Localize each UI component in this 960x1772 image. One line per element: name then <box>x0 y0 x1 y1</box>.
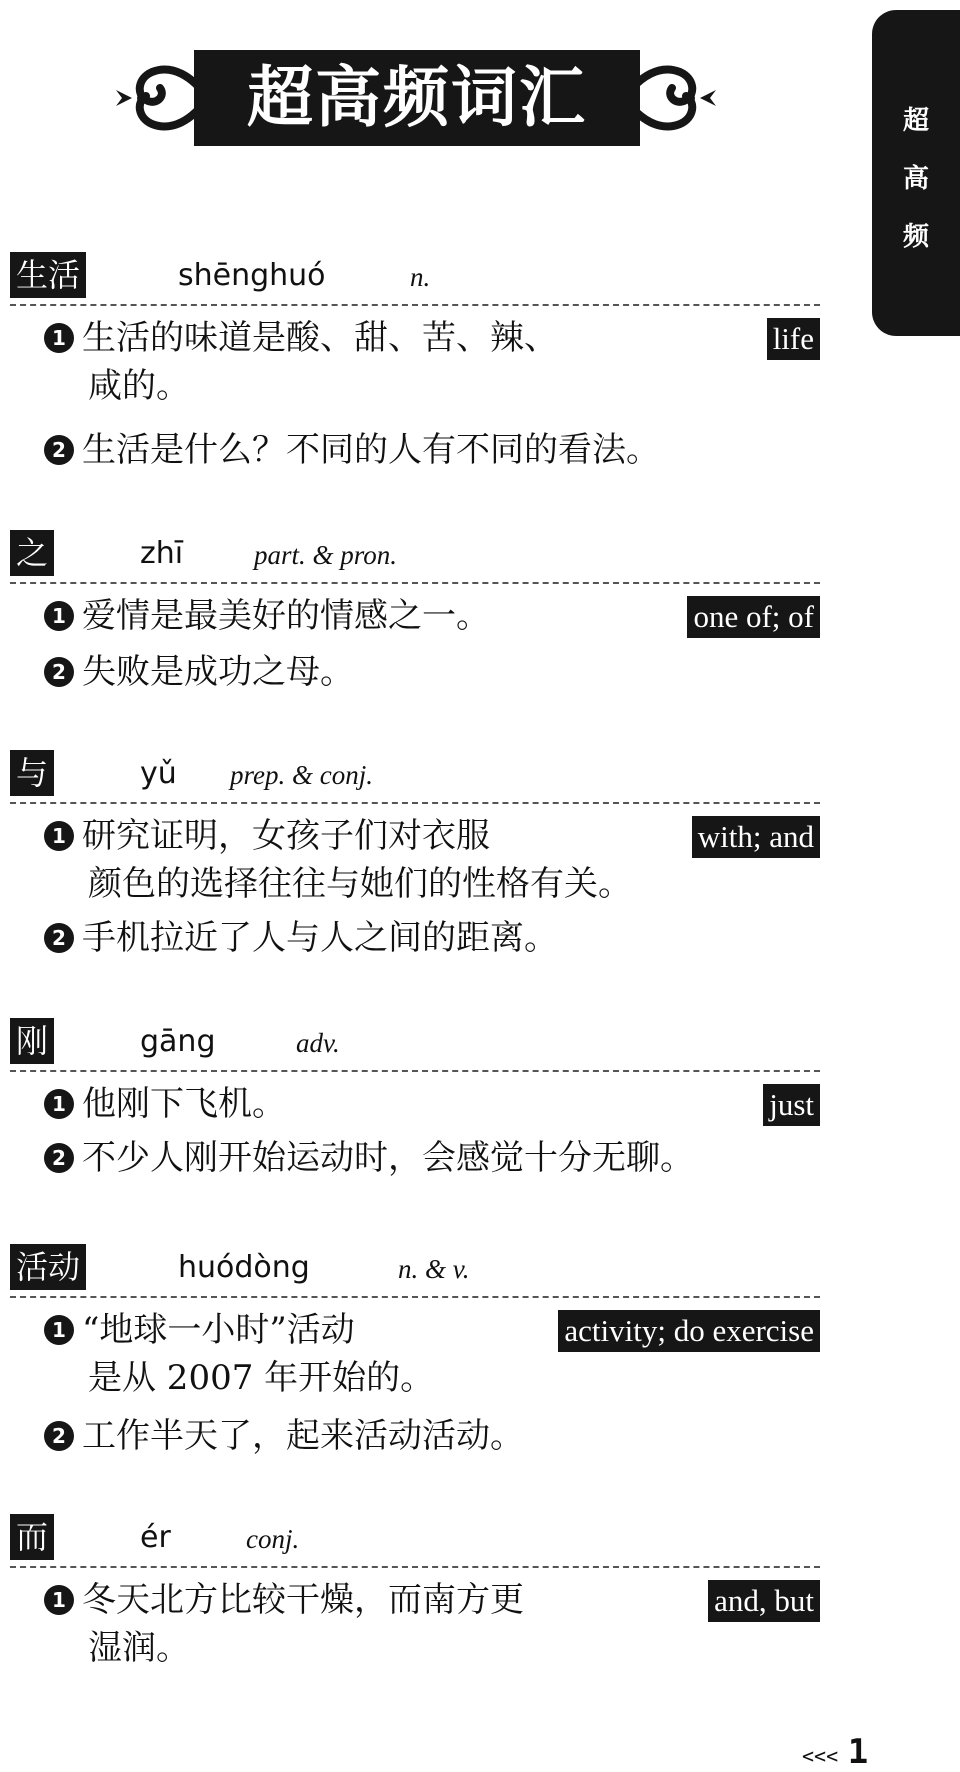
example-sentence <box>44 1136 694 1180</box>
headword: 生活 <box>10 252 86 298</box>
example-sentence <box>44 594 490 638</box>
example-sentence <box>44 650 354 694</box>
example-number: 1 <box>44 821 74 851</box>
dashed-divider <box>10 1566 820 1568</box>
example-sentence <box>44 428 660 472</box>
side-tab-char: 频 <box>902 222 929 252</box>
example-sentence <box>44 1308 355 1352</box>
example-sentence <box>44 1414 524 1458</box>
example-sentence <box>44 1082 286 1126</box>
example-number: 1 <box>44 1089 74 1119</box>
english-meaning: one of; of <box>687 596 820 638</box>
example-number: 1 <box>44 1315 74 1345</box>
pinyin: zhī <box>140 536 184 571</box>
example-text: 研究证明，女孩子们对衣服 <box>82 816 490 856</box>
example-text: 生活的味道是酸、甜、苦、辣、 <box>82 318 558 358</box>
english-meaning: and, but <box>708 1580 820 1622</box>
scroll-ornament-right-icon <box>624 46 720 150</box>
english-meaning: life <box>767 318 820 360</box>
dashed-divider <box>10 1296 820 1298</box>
entry-header <box>10 1244 820 1290</box>
entry-header <box>10 530 820 576</box>
english-meaning: with; and <box>692 816 820 858</box>
part-of-speech: conj. <box>246 1524 300 1554</box>
entry-header <box>10 252 820 298</box>
entry-header <box>10 1514 820 1560</box>
example-text: “地球一小时”活动 <box>82 1310 355 1350</box>
part-of-speech: n. <box>410 262 431 292</box>
example-text: 不少人刚开始运动时，会感觉十分无聊。 <box>82 1138 694 1178</box>
part-of-speech: part. & pron. <box>254 540 398 570</box>
example-sentence <box>44 316 558 360</box>
example-number: 1 <box>44 323 74 353</box>
example-sentence <box>44 916 558 960</box>
part-of-speech: prep. & conj. <box>230 760 373 790</box>
headword: 而 <box>10 1514 54 1560</box>
example-text: 他刚下飞机。 <box>82 1084 286 1124</box>
chapter-side-tab <box>872 10 960 336</box>
part-of-speech: n. & v. <box>398 1254 470 1284</box>
pinyin: gāng <box>140 1024 216 1059</box>
page-number-value: 1 <box>847 1732 869 1772</box>
side-tab-char: 超 <box>902 106 929 136</box>
example-text: 爱情是最美好的情感之一。 <box>82 596 490 636</box>
example-number: 2 <box>44 923 74 953</box>
pinyin: ér <box>140 1520 171 1555</box>
pinyin: yǔ <box>140 756 177 791</box>
dashed-divider <box>10 582 820 584</box>
pinyin: shēnghuó <box>178 258 326 293</box>
headword: 与 <box>10 750 54 796</box>
example-number: 2 <box>44 1421 74 1451</box>
example-text: 冬天北方比较干燥，而南方更 <box>82 1580 524 1620</box>
example-number: 1 <box>44 601 74 631</box>
entry-header <box>10 1018 820 1064</box>
dashed-divider <box>10 802 820 804</box>
dashed-divider <box>10 304 820 306</box>
example-continuation: 颜色的选择往往与她们的性格有关。 <box>88 864 632 904</box>
example-continuation: 湿润。 <box>88 1628 190 1668</box>
part-of-speech: adv. <box>296 1028 340 1058</box>
page-title: 超高频词汇 <box>247 59 587 136</box>
example-continuation: 是从 2007 年开始的。 <box>88 1358 435 1398</box>
dashed-divider <box>10 1070 820 1072</box>
example-number: 1 <box>44 1585 74 1615</box>
page-arrows: <<< <box>802 1744 839 1768</box>
headword: 之 <box>10 530 54 576</box>
example-number: 2 <box>44 657 74 687</box>
pinyin: huódòng <box>178 1250 310 1285</box>
entry-header <box>10 750 820 796</box>
example-text: 失败是成功之母。 <box>82 652 354 692</box>
headword: 刚 <box>10 1018 54 1064</box>
page-number <box>802 1732 868 1772</box>
example-text: 工作半天了，起来活动活动。 <box>82 1416 524 1456</box>
example-number: 2 <box>44 435 74 465</box>
headword: 活动 <box>10 1244 86 1290</box>
example-sentence <box>44 814 490 858</box>
english-meaning: activity; do exercise <box>558 1310 820 1352</box>
example-number: 2 <box>44 1143 74 1173</box>
example-text: 生活是什么？不同的人有不同的看法。 <box>82 430 660 470</box>
example-sentence <box>44 1578 524 1622</box>
english-meaning: just <box>763 1084 820 1126</box>
example-text: 手机拉近了人与人之间的距离。 <box>82 918 558 958</box>
title-banner <box>112 46 720 150</box>
side-tab-char: 高 <box>902 164 929 194</box>
example-continuation: 咸的。 <box>88 366 190 406</box>
